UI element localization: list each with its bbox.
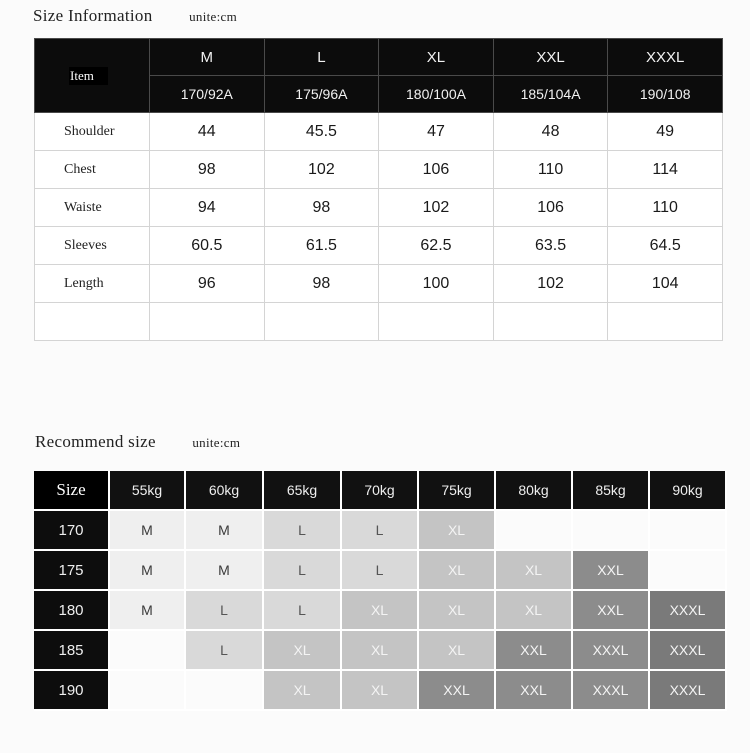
recommend-size-cell: XXXL	[650, 631, 727, 671]
recommend-size-cell: XL	[342, 591, 419, 631]
measurement-row	[35, 303, 723, 341]
code-header-xl: 180/100A	[379, 76, 494, 113]
recommend-size-cell: XXXL	[650, 591, 727, 631]
size-header-m: M	[150, 39, 265, 76]
recommend-size-cell: XL	[419, 551, 496, 591]
code-header-xxl: 185/104A	[493, 76, 608, 113]
measurement-value: 114	[608, 151, 723, 189]
weight-header-cell: 55kg	[110, 471, 186, 511]
height-label: 170	[34, 511, 110, 551]
recommend-size-cell	[186, 671, 264, 711]
size-info-unit: unite:cm	[189, 9, 237, 24]
measurement-value: 110	[493, 151, 608, 189]
recommend-size-cell: M	[186, 511, 264, 551]
measurement-value: 94	[150, 189, 265, 227]
measurement-value: 106	[493, 189, 608, 227]
code-header-l: 175/96A	[264, 76, 379, 113]
recommend-size-cell: XXL	[496, 671, 573, 711]
measurement-value: 48	[493, 113, 608, 151]
recommend-size-cell: XL	[496, 551, 573, 591]
height-label: 185	[34, 631, 110, 671]
recommend-size-cell	[110, 671, 186, 711]
measurement-value: 98	[264, 265, 379, 303]
size-info-table	[34, 38, 723, 341]
recommend-size-cell: XXXL	[573, 671, 650, 711]
measurement-value: 102	[264, 151, 379, 189]
recommend-size-cell: L	[186, 591, 264, 631]
weight-header-cell: 85kg	[573, 471, 650, 511]
measurement-value: 60.5	[150, 227, 265, 265]
measurement-value: 45.5	[264, 113, 379, 151]
size-info-title: Size Information	[33, 6, 153, 25]
weight-header-cell: 80kg	[496, 471, 573, 511]
weight-header-cell: 75kg	[419, 471, 496, 511]
size-header-l: L	[264, 39, 379, 76]
item-label: Item	[69, 67, 108, 85]
measurement-row	[35, 265, 723, 303]
recommend-size-cell: L	[264, 511, 342, 551]
recommend-size-cell: M	[110, 591, 186, 631]
measurement-value: 102	[379, 189, 494, 227]
height-row	[34, 591, 727, 631]
recommend-size-cell: XXL	[573, 551, 650, 591]
size-corner-label: Size	[34, 471, 110, 511]
recommend-size-cell: XL	[264, 671, 342, 711]
recommend-size-cell: M	[186, 551, 264, 591]
measurement-value: 61.5	[264, 227, 379, 265]
measurement-value	[150, 303, 265, 341]
recommend-size-cell: XXXL	[573, 631, 650, 671]
measurement-label: Chest	[35, 151, 150, 189]
height-label: 190	[34, 671, 110, 711]
height-label: 180	[34, 591, 110, 631]
recommend-size-cell: XXL	[573, 591, 650, 631]
height-row	[34, 511, 727, 551]
measurement-value	[379, 303, 494, 341]
recommend-size-cell: L	[342, 551, 419, 591]
measurement-label: Sleeves	[35, 227, 150, 265]
recommend-size-cell: M	[110, 511, 186, 551]
weight-header-cell: 70kg	[342, 471, 419, 511]
measurement-row	[35, 113, 723, 151]
weight-header-row	[34, 471, 727, 511]
height-row	[34, 631, 727, 671]
recommend-heading	[35, 432, 240, 452]
measurement-value: 106	[379, 151, 494, 189]
recommend-size-cell: XXL	[496, 631, 573, 671]
measurement-value: 98	[264, 189, 379, 227]
measurement-value: 110	[608, 189, 723, 227]
measurement-label: Waiste	[35, 189, 150, 227]
item-header-cell	[35, 39, 150, 113]
recommend-size-cell: L	[264, 591, 342, 631]
measurement-label	[35, 303, 150, 341]
measurement-value: 104	[608, 265, 723, 303]
recommend-size-cell: XXXL	[650, 671, 727, 711]
measurement-value: 98	[150, 151, 265, 189]
weight-header-cell: 90kg	[650, 471, 727, 511]
weight-header-cell: 60kg	[186, 471, 264, 511]
measurement-value	[608, 303, 723, 341]
size-header-xxl: XXL	[493, 39, 608, 76]
measurement-value	[264, 303, 379, 341]
height-row	[34, 551, 727, 591]
size-info-heading	[33, 6, 237, 26]
weight-header-cell: 65kg	[264, 471, 342, 511]
measurement-value: 96	[150, 265, 265, 303]
recommend-size-cell: L	[186, 631, 264, 671]
measurement-label: Length	[35, 265, 150, 303]
recommend-size-cell: XL	[496, 591, 573, 631]
recommend-size-cell	[650, 551, 727, 591]
recommend-table	[34, 471, 727, 711]
recommend-size-cell	[496, 511, 573, 551]
measurement-label: Shoulder	[35, 113, 150, 151]
recommend-size-cell	[110, 631, 186, 671]
measurement-value: 62.5	[379, 227, 494, 265]
measurement-value: 102	[493, 265, 608, 303]
size-header-xl: XL	[379, 39, 494, 76]
measurement-value: 49	[608, 113, 723, 151]
measurement-row	[35, 151, 723, 189]
recommend-title: Recommend size	[35, 432, 156, 451]
measurement-value: 100	[379, 265, 494, 303]
recommend-size-cell: XL	[264, 631, 342, 671]
recommend-size-cell: M	[110, 551, 186, 591]
measurement-row	[35, 227, 723, 265]
code-header-xxxl: 190/108	[608, 76, 723, 113]
measurement-value: 44	[150, 113, 265, 151]
recommend-size-cell: XXL	[419, 671, 496, 711]
size-header-row	[35, 39, 723, 76]
recommend-size-cell	[573, 511, 650, 551]
measurement-value: 47	[379, 113, 494, 151]
recommend-unit: unite:cm	[192, 435, 241, 450]
recommend-size-cell: XL	[342, 671, 419, 711]
recommend-size-cell: L	[342, 511, 419, 551]
recommend-size-cell	[650, 511, 727, 551]
measurement-value: 63.5	[493, 227, 608, 265]
measurement-value	[493, 303, 608, 341]
height-row	[34, 671, 727, 711]
height-label: 175	[34, 551, 110, 591]
recommend-size-cell: XL	[419, 591, 496, 631]
recommend-size-cell: L	[264, 551, 342, 591]
measurement-row	[35, 189, 723, 227]
recommend-size-cell: XL	[419, 631, 496, 671]
recommend-size-cell: XL	[419, 511, 496, 551]
size-header-xxxl: XXXL	[608, 39, 723, 76]
code-header-m: 170/92A	[150, 76, 265, 113]
recommend-size-cell: XL	[342, 631, 419, 671]
measurement-value: 64.5	[608, 227, 723, 265]
